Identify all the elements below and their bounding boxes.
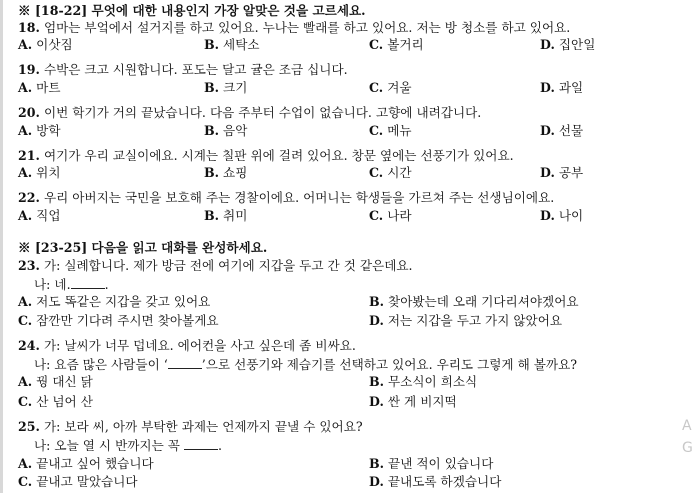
option-text: 끝내도록 하겠습니다 [387, 474, 502, 489]
option-text: 방학 [36, 123, 61, 138]
option-letter: B. [204, 208, 220, 223]
option-text: 크기 [223, 80, 248, 95]
answer-blank [71, 276, 105, 289]
option-b[interactable] [204, 208, 247, 224]
option-a[interactable] [18, 80, 61, 96]
option-a[interactable] [18, 123, 61, 139]
section2-heading: ※ [23-25] 다음을 읽고 대화를 완성하세요. [18, 240, 268, 255]
option-d[interactable] [369, 313, 562, 329]
option-letter: A. [18, 208, 33, 223]
option-letter: B. [204, 165, 220, 180]
option-d[interactable] [369, 474, 501, 490]
question-text: 엄마는 부엌에서 설거지를 하고 있어요. 누나는 빨래를 하고 있어요. 저는 방 청소를 하고 있어요. [43, 20, 571, 35]
option-letter: D. [369, 394, 384, 409]
option-text: 과일 [558, 80, 584, 95]
option-text: 직업 [36, 208, 61, 223]
option-text: 잠깐만 기다려 주시면 찾아볼게요 [36, 313, 219, 328]
dialogue-line-ga: 가: 실례합니다. 제가 방금 전에 여기에 지갑을 두고 간 것 같은데요. [43, 258, 413, 273]
option-text: 끝낸 적이 있습니다 [388, 456, 494, 471]
option-c[interactable] [369, 165, 412, 181]
dialogue-text: 나: 요즘 많은 사람들이 ‘ [34, 357, 168, 372]
option-letter: D. [540, 123, 555, 138]
option-text: 공부 [558, 165, 584, 180]
option-letter: D. [369, 313, 384, 328]
option-letter: D. [540, 165, 555, 180]
edge-glyph: G [682, 440, 693, 456]
option-text: 선물 [558, 123, 584, 138]
option-text: 메뉴 [387, 123, 412, 138]
option-letter: D. [540, 208, 555, 223]
option-c[interactable] [18, 474, 138, 490]
option-letter: C. [18, 474, 33, 489]
option-d[interactable] [540, 80, 583, 96]
question-text: 수박은 크고 시원합니다. 포도는 달고 귤은 조금 십니다. [43, 62, 348, 77]
option-c[interactable] [369, 80, 412, 96]
section1-heading: ※ [18-22] 무엇에 대한 내용인지 가장 알맞은 것을 고르세요. [18, 3, 366, 18]
dialogue-line-ga: 가: 보라 씨, 아까 부탁한 과제는 언제까지 끝낼 수 있어요? [43, 419, 363, 434]
question-24 [18, 338, 356, 354]
option-b[interactable] [369, 374, 477, 390]
option-text: 저도 똑같은 지갑을 갖고 있어요 [36, 294, 211, 309]
option-letter: A. [18, 374, 33, 389]
option-b[interactable] [369, 294, 579, 310]
option-letter: C. [18, 313, 33, 328]
option-d[interactable] [369, 394, 457, 410]
question-number: 24. [18, 338, 40, 353]
option-a[interactable] [18, 456, 154, 472]
question-text: 여기가 우리 교실이에요. 시계는 칠판 위에 걸려 있어요. 창문 옆에는 선풍기가 있어요. [43, 148, 514, 163]
option-text: 나이 [558, 208, 584, 223]
question-number: 21. [18, 148, 40, 163]
option-text: 나라 [387, 208, 412, 223]
question-number: 25. [18, 419, 40, 434]
question-18 [18, 20, 570, 36]
option-c[interactable] [369, 37, 424, 53]
option-letter: D. [540, 80, 555, 95]
option-letter: D. [369, 474, 384, 489]
option-text: 싼 게 비지떡 [387, 394, 457, 409]
question-number: 20. [18, 105, 40, 120]
answer-blank [168, 356, 202, 369]
option-b[interactable] [204, 165, 247, 181]
option-text: 마트 [36, 80, 61, 95]
option-d[interactable] [540, 165, 583, 181]
dialogue-text-end: . [104, 277, 109, 292]
option-text: 끝내고 말았습니다 [36, 474, 138, 489]
question-25 [18, 419, 363, 435]
question-19 [18, 62, 348, 78]
option-letter: A. [18, 456, 33, 471]
option-letter: B. [369, 456, 385, 471]
option-b[interactable] [204, 123, 247, 139]
option-c[interactable] [369, 123, 412, 139]
option-b[interactable] [369, 456, 493, 472]
question-text: 이번 학기가 거의 끝났습니다. 다음 주부터 수업이 없습니다. 고향에 내려갑니다. [43, 105, 482, 120]
option-letter: C. [369, 208, 384, 223]
option-letter: B. [204, 80, 220, 95]
dialogue-line-na [34, 356, 577, 372]
option-letter: A. [18, 294, 33, 309]
option-d[interactable] [540, 37, 595, 53]
option-text: 찾아봤는데 오래 기다리셔야겠어요 [388, 294, 579, 309]
dialogue-text-end: ’으로 선풍기와 제습기를 선택하고 있어요. 우리도 그렇게 해 볼까요? [201, 357, 578, 372]
question-number: 18. [18, 20, 40, 35]
option-text: 위치 [36, 165, 61, 180]
option-d[interactable] [540, 208, 583, 224]
option-text: 볼거리 [387, 37, 424, 52]
option-text: 시간 [387, 165, 412, 180]
option-letter: D. [540, 37, 555, 52]
dialogue-line-na [34, 276, 109, 292]
question-22 [18, 190, 554, 206]
option-c[interactable] [18, 313, 219, 329]
option-text: 집안일 [558, 37, 596, 52]
edge-glyph: A [682, 418, 692, 434]
option-letter: A. [18, 123, 33, 138]
option-letter: C. [369, 80, 384, 95]
option-a[interactable] [18, 165, 61, 181]
dialogue-text: 나: 네. [34, 277, 71, 292]
option-d[interactable] [540, 123, 583, 139]
option-text: 저는 지갑을 두고 가지 않았어요 [387, 313, 563, 328]
question-number: 19. [18, 62, 40, 77]
option-text: 세탁소 [223, 37, 260, 52]
option-b[interactable] [204, 80, 247, 96]
option-letter: B. [369, 294, 385, 309]
question-number: 22. [18, 190, 40, 205]
option-text: 산 넘어 산 [36, 394, 93, 409]
option-letter: A. [18, 80, 33, 95]
dialogue-text-end: . [217, 438, 222, 453]
question-number: 23. [18, 258, 40, 273]
question-text: 우리 아버지는 국민을 보호해 주는 경찰이에요. 어머니는 학생들을 가르쳐 주는 선생님이에요. [43, 190, 555, 205]
option-b[interactable] [204, 37, 260, 53]
question-23 [18, 258, 413, 274]
page-edge [0, 0, 3, 493]
option-text: 취미 [223, 208, 248, 223]
option-letter: B. [369, 374, 385, 389]
option-letter: C. [369, 123, 384, 138]
option-c[interactable] [18, 394, 93, 410]
option-letter: C. [369, 165, 384, 180]
option-text: 무소식이 희소식 [388, 374, 478, 389]
option-text: 이삿짐 [36, 37, 73, 52]
option-text: 끝내고 싶어 했습니다 [36, 456, 154, 471]
dialogue-line-ga: 가: 날씨가 너무 덥네요. 에어컨을 사고 싶은데 좀 비싸요. [43, 338, 356, 353]
option-a[interactable] [18, 208, 61, 224]
option-letter: A. [18, 165, 33, 180]
answer-blank [184, 437, 218, 450]
option-letter: B. [204, 37, 220, 52]
option-c[interactable] [369, 208, 412, 224]
option-a[interactable] [18, 374, 93, 390]
option-letter: A. [18, 37, 33, 52]
option-text: 겨울 [387, 80, 412, 95]
dialogue-text: 나: 오늘 열 시 반까지는 꼭 [34, 438, 180, 453]
option-letter: C. [18, 394, 33, 409]
question-21 [18, 148, 514, 164]
option-a[interactable] [18, 37, 73, 53]
question-20 [18, 105, 481, 121]
option-letter: C. [369, 37, 384, 52]
option-text: 꿩 대신 닭 [36, 374, 93, 389]
option-text: 음악 [223, 123, 248, 138]
option-a[interactable] [18, 294, 210, 310]
option-text: 쇼핑 [223, 165, 248, 180]
dialogue-line-na [34, 437, 222, 453]
option-letter: B. [204, 123, 220, 138]
